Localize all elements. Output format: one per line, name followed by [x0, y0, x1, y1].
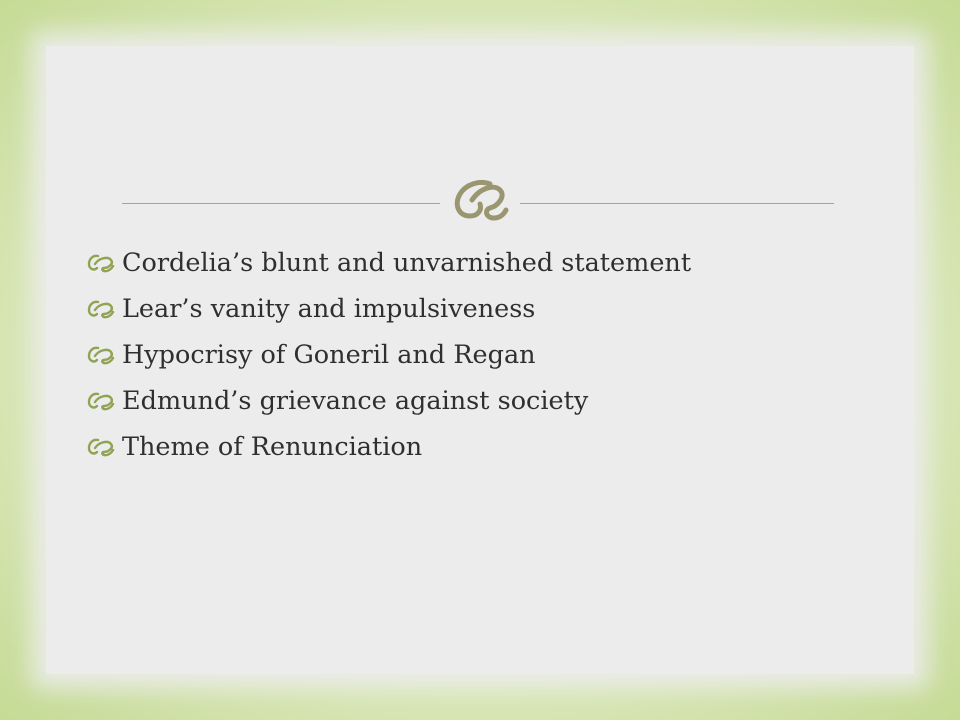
list-item	[86, 240, 691, 286]
script-flourish-icon	[440, 175, 520, 225]
script-flourish-bullet-icon	[86, 437, 116, 457]
title-rule-left	[122, 203, 440, 204]
list-item	[86, 332, 691, 378]
list-item	[86, 286, 691, 332]
title-rule-right	[520, 203, 834, 204]
list-item	[86, 378, 691, 424]
bullet-text: Hypocrisy of Goneril and Regan	[122, 340, 536, 370]
script-flourish-bullet-icon	[86, 253, 116, 273]
bullet-text: Cordelia’s blunt and unvarnished statement	[122, 248, 692, 278]
bullet-list	[86, 240, 691, 470]
script-flourish-bullet-icon	[86, 391, 116, 411]
bullet-text: Lear’s vanity and impulsiveness	[122, 294, 536, 324]
bullet-text: Theme of Renunciation	[122, 432, 423, 462]
script-flourish-bullet-icon	[86, 299, 116, 319]
list-item	[86, 424, 691, 470]
bullet-text: Edmund’s grievance against society	[122, 386, 589, 416]
script-flourish-bullet-icon	[86, 345, 116, 365]
